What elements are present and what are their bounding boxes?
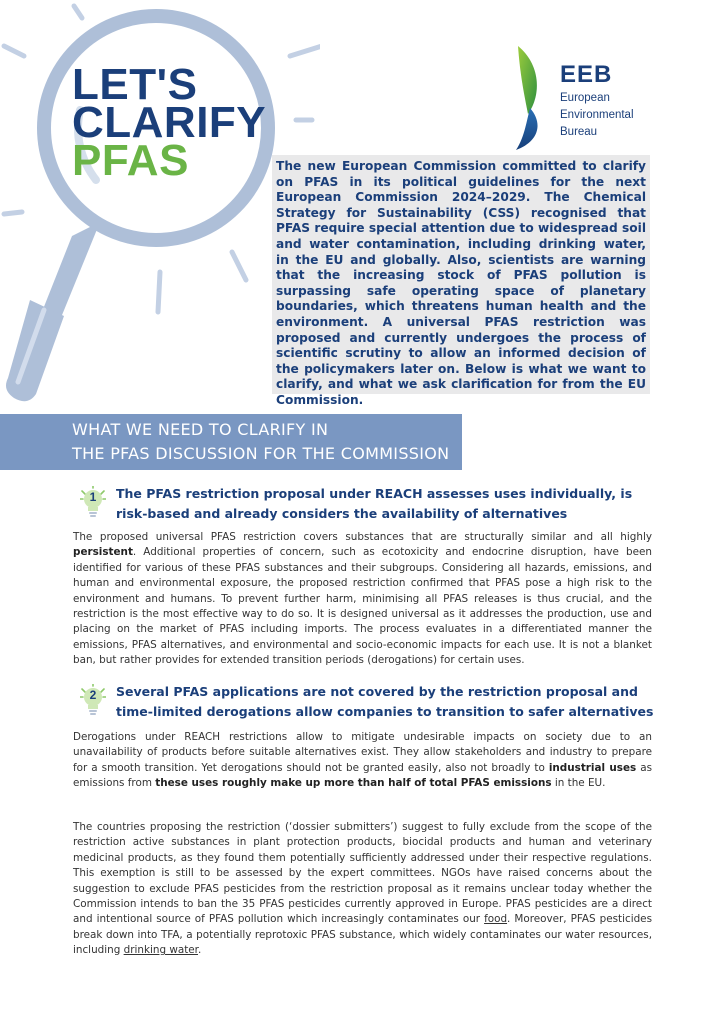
food-link[interactable]: food <box>484 913 508 926</box>
section-2-paragraph-2 <box>73 820 652 959</box>
section-1-bold-persistent: persistent <box>73 546 133 559</box>
intro-text: The new European Commission committed to clarify on PFAS in its political guidelines for the next European Commission 2024–2029. The Chemical Strategy for Sustainability (CSS) recognised that PFAS require special attention due to widespread soil and water contamination, including drinking water, in the EU and globally. Also, scientists are warning that the increasing stock of PFAS pollution is surpassing safe operating space of planetary boundaries, which threatens human health and the environment. A universal PFAS restriction was proposed and currently undergoes the process of scientific scrutiny to allow an informed decision of the policymakers later on. Below is what we want to clarify, and what we ask clarification for from the EU Commission. <box>276 159 646 407</box>
section-2-text-c: as emissions from <box>73 761 652 790</box>
logo-abbreviation: EEB <box>560 61 613 88</box>
section-2-p2-text-b: . Moreover, PFAS pesticides break down into TFA, a potentially reprotoxic PFAS substance, which widely contaminates our water resources, including <box>73 913 652 957</box>
banner-line-2: THE PFAS DISCUSSION FOR THE COMMISSION <box>72 444 450 463</box>
title-line-2: CLARIFY <box>72 98 267 147</box>
section-2-number: 2 <box>89 688 97 702</box>
logo-text <box>560 62 634 139</box>
section-2-heading: Several PFAS applications are not covered by the restriction proposal and time-limited derogations allow companies to transition to safer alternatives <box>116 684 654 719</box>
section-1-paragraph <box>73 530 652 669</box>
title-line-3: PFAS <box>72 136 189 185</box>
section-1-number: 1 <box>89 490 97 504</box>
banner-line-1: WHAT WE NEED TO CLARIFY IN <box>72 420 329 439</box>
section-1-text-a: The proposed universal PFAS restriction covers substances that are structurally similar and all highly <box>73 531 652 543</box>
section-2-text-a: Derogations under REACH restrictions allow to mitigate undesirable impacts on society due to an unavailability of products before suitable alternatives exist. They allow stakeholders and industry to prepare for a smooth transition. Yet derogations should not be granted easily, also not broadly to <box>73 731 652 774</box>
section-2-bold-industrial-uses: industrial uses <box>548 761 637 774</box>
section-2-p2-text-c: . <box>198 944 202 957</box>
intro-box <box>272 155 650 407</box>
section-2-text-e: in the EU. <box>551 777 606 790</box>
section-1-heading: The PFAS restriction proposal under REACH assesses uses individually, is risk-based and already considers the availability of alternatives <box>116 486 633 521</box>
section-2-bold-emissions: these uses roughly make up more than half of total PFAS emissions <box>155 777 552 790</box>
title-line-1: LET'S <box>72 60 198 109</box>
logo-name-line-1: European <box>560 92 610 104</box>
page-title <box>72 60 267 185</box>
section-2-paragraph-1 <box>73 730 652 792</box>
section-1-text-c: . Additional properties of concern, such as ecotoxicity and endocrine disruption, have been identified for various of these PFAS substances and their subgroups. Considering all hazards, emissions, and human and environmental exposure, the proposed restriction confirmed that PFAS pose a high risk to the environment and humans. To prevent further harm, minimising all PFAS releases is thus crucial, and the restriction is the most effective way to do so. It is designed universal as it addresses the production, use and placing on the market of PFAS including imports. The process evaluates in a differentiated manner the emissions, PFAS alternatives, and environmental and socio-economic impacts for each use. It is not a blanket ban, but rather provides for extended transition periods (derogations) for certain uses. <box>73 546 652 667</box>
section-2-p2-text-a: The countries proposing the restriction (‘dossier submitters’) suggest to fully exclude from the scope of the restriction active substances in plant protection products, biocidal products and human and veterinary medicinal products, as they found them potentially sufficiently addressed under their respective regulations. This exemption is still to be assessed by the expert committees. NGOs have raised concerns about the suggestion to exclude PFAS pesticides from the restriction proposal as it remains unclear today whether the Commission intends to ban the 35 PFAS pesticides currently approved in Europe. PFAS pesticides are a direct and intentional source of PFAS pollution which increasingly contaminates our <box>73 821 652 926</box>
drinking-water-link[interactable]: drinking water <box>123 944 199 957</box>
logo-name-line-3: Bureau <box>560 126 598 138</box>
logo-name-line-2: Environmental <box>560 109 634 121</box>
